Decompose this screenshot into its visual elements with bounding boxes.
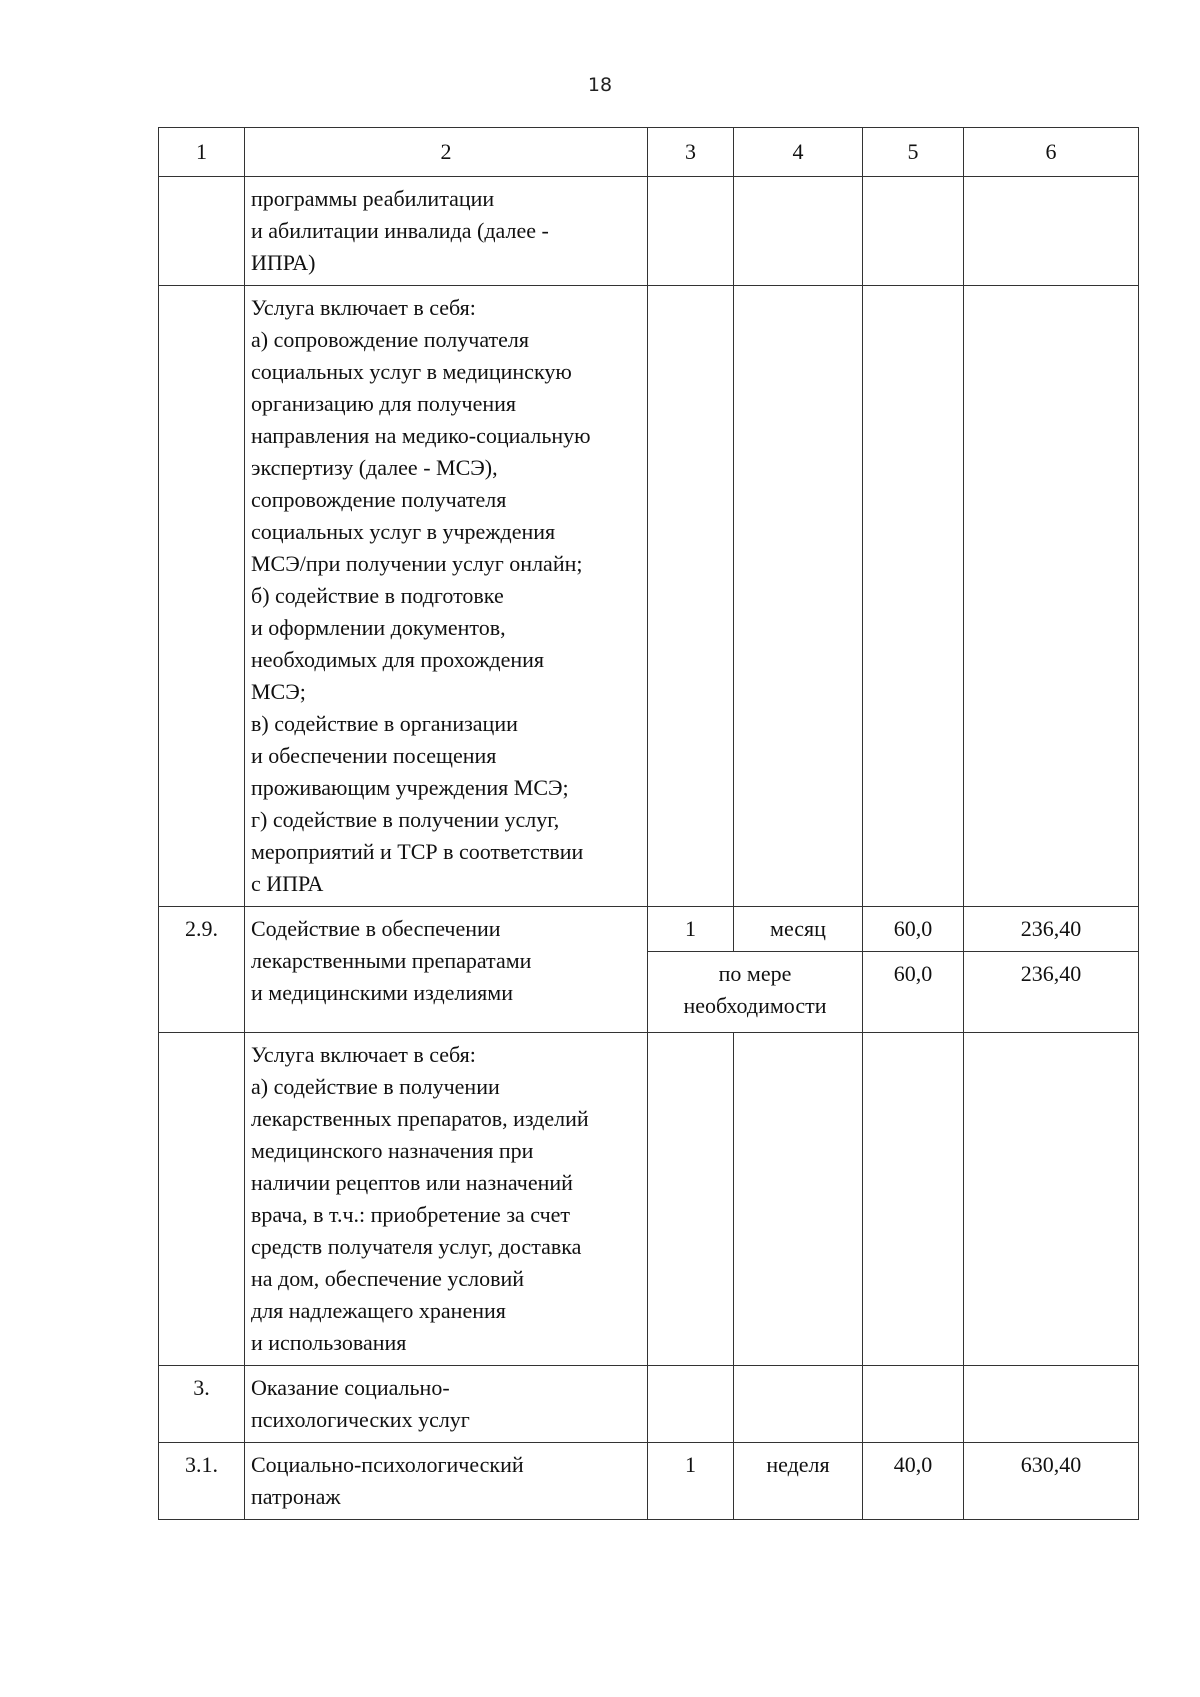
header-cell: 4 — [734, 128, 863, 177]
text-line: и медицинскими изделиями — [251, 980, 513, 1005]
header-cell: 2 — [245, 128, 648, 177]
text-line: МСЭ/при получении услуг онлайн; — [251, 551, 583, 576]
service-description-cell — [245, 1033, 648, 1366]
text-line: и обеспечении посещения — [251, 743, 497, 768]
text-line: г) содействие в получении услуг, — [251, 807, 560, 832]
table-row — [159, 1443, 1139, 1520]
text-line: организацию для получения — [251, 391, 517, 416]
text-line: программы реабилитации — [251, 186, 495, 211]
price-cell: 236,40 — [964, 952, 1139, 1033]
text-line: психологических услуг — [251, 1407, 470, 1432]
text-line: наличии рецептов или назначений — [251, 1170, 573, 1195]
text-line: социальных услуг в учреждения — [251, 519, 556, 544]
text-line: с ИПРА — [251, 871, 324, 896]
quantity-cell: 1 — [648, 1443, 734, 1520]
empty-cell — [648, 177, 734, 286]
empty-cell — [964, 1366, 1139, 1443]
text-line: Оказание социально- — [251, 1375, 450, 1400]
text-line: и абилитации инвалида (далее - — [251, 218, 549, 243]
row-number-cell: 2.9. — [159, 907, 245, 1033]
text-line: Социально-психологический — [251, 1452, 524, 1477]
row-number-cell: 3.1. — [159, 1443, 245, 1520]
text-line: а) содействие в получении — [251, 1074, 500, 1099]
text-line: и использования — [251, 1330, 407, 1355]
text-line: лекарственными препаратами — [251, 948, 532, 973]
row-number-cell — [159, 1033, 245, 1366]
frequency-cell — [648, 952, 863, 1033]
services-table — [158, 127, 1139, 1520]
text-line: врача, в т.ч.: приобретение за счет — [251, 1202, 571, 1227]
text-line: в) содействие в организации — [251, 711, 518, 736]
text-line: направления на медико-социальную — [251, 423, 591, 448]
empty-cell — [964, 286, 1139, 907]
text-line: Услуга включает в себя: — [251, 1042, 476, 1067]
text-line: патронаж — [251, 1484, 341, 1509]
text-line: необходимости — [683, 993, 827, 1018]
text-line: МСЭ; — [251, 679, 306, 704]
row-number-cell — [159, 177, 245, 286]
table-row — [159, 907, 1139, 952]
table-row — [159, 1033, 1139, 1366]
empty-cell — [863, 177, 964, 286]
text-line: для надлежащего хранения — [251, 1298, 506, 1323]
text-line: социальных услуг в медицинскую — [251, 359, 572, 384]
text-line: лекарственных препаратов, изделий — [251, 1106, 589, 1131]
empty-cell — [964, 1033, 1139, 1366]
period-cell: неделя — [734, 1443, 863, 1520]
text-line: по мере — [718, 961, 792, 986]
table-header-row — [159, 128, 1139, 177]
empty-cell — [648, 1366, 734, 1443]
row-number-cell — [159, 286, 245, 907]
text-line: а) сопровождение получателя — [251, 327, 529, 352]
table-row — [159, 1366, 1139, 1443]
text-line: медицинского назначения при — [251, 1138, 534, 1163]
price-cell: 630,40 — [964, 1443, 1139, 1520]
service-description-cell — [245, 177, 648, 286]
page-number: 18 — [587, 74, 613, 96]
service-description-cell — [245, 286, 648, 907]
row-number-cell: 3. — [159, 1366, 245, 1443]
empty-cell — [863, 1366, 964, 1443]
quantity-cell: 1 — [648, 907, 734, 952]
time-cell: 40,0 — [863, 1443, 964, 1520]
empty-cell — [734, 1366, 863, 1443]
empty-cell — [734, 177, 863, 286]
service-name-cell — [245, 907, 648, 1033]
text-line: необходимых для прохождения — [251, 647, 545, 672]
text-line: экспертизу (далее - МСЭ), — [251, 455, 498, 480]
price-cell: 236,40 — [964, 907, 1139, 952]
empty-cell — [648, 1033, 734, 1366]
empty-cell — [734, 1033, 863, 1366]
empty-cell — [863, 1033, 964, 1366]
text-line: средств получателя услуг, доставка — [251, 1234, 582, 1259]
text-line: мероприятий и ТСР в соответствии — [251, 839, 584, 864]
header-cell: 1 — [159, 128, 245, 177]
empty-cell — [863, 286, 964, 907]
section-title-cell — [245, 1366, 648, 1443]
period-cell: месяц — [734, 907, 863, 952]
text-line: Содействие в обеспечении — [251, 916, 501, 941]
header-cell: 3 — [648, 128, 734, 177]
text-line: на дом, обеспечение условий — [251, 1266, 525, 1291]
text-line: проживающим учреждения МСЭ; — [251, 775, 569, 800]
text-line: ИПРА) — [251, 250, 316, 275]
time-cell: 60,0 — [863, 952, 964, 1033]
text-line: б) содействие в подготовке — [251, 583, 504, 608]
header-cell: 5 — [863, 128, 964, 177]
table-row — [159, 286, 1139, 907]
text-line: сопровождение получателя — [251, 487, 507, 512]
empty-cell — [648, 286, 734, 907]
time-cell: 60,0 — [863, 907, 964, 952]
text-line: Услуга включает в себя: — [251, 295, 476, 320]
empty-cell — [964, 177, 1139, 286]
service-name-cell — [245, 1443, 648, 1520]
table-row — [159, 177, 1139, 286]
header-cell: 6 — [964, 128, 1139, 177]
empty-cell — [734, 286, 863, 907]
text-line: и оформлении документов, — [251, 615, 506, 640]
